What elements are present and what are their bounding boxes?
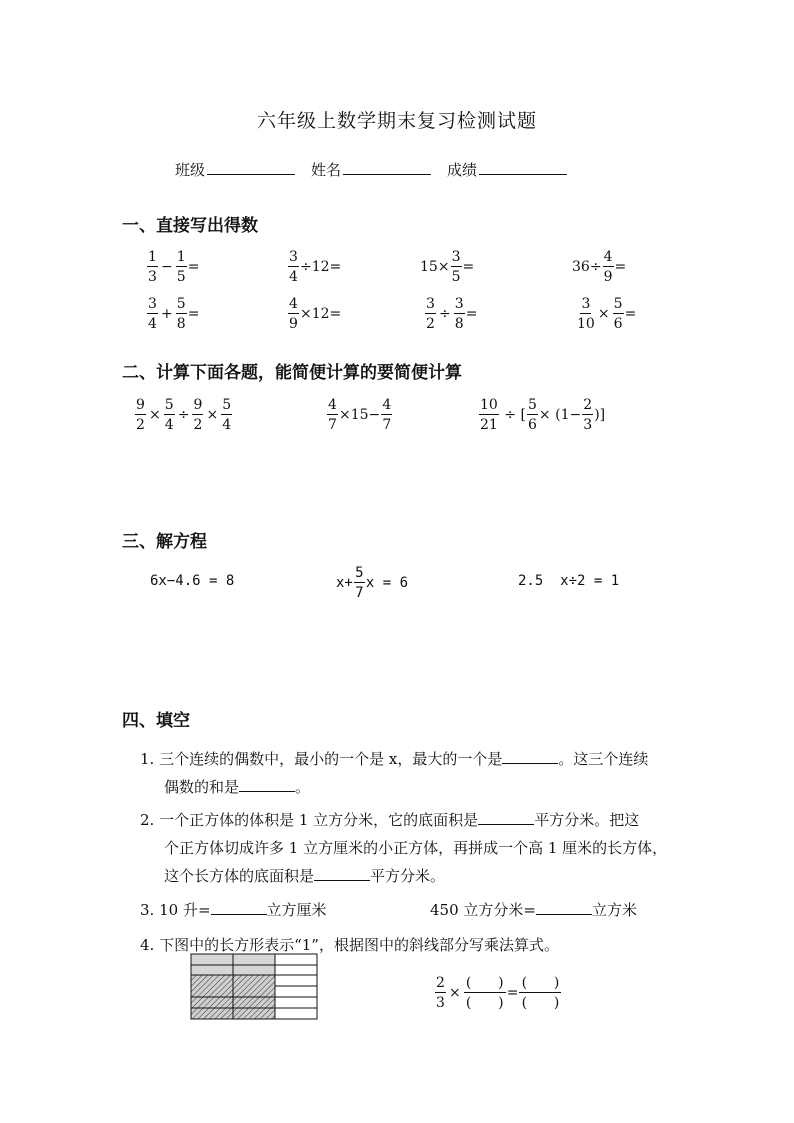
score-blank[interactable] (479, 160, 567, 175)
class-blank[interactable] (207, 160, 295, 175)
fraction: $\frac{1}{3}$ (148, 249, 157, 285)
fraction: $\frac{3}{4}$ (148, 296, 157, 332)
fraction: $\frac{4}{9}$ (603, 249, 613, 285)
q3-blank1[interactable] (211, 902, 267, 915)
section2-heading: 二、计算下面各题，能简便计算的要简便计算 (122, 363, 462, 383)
q1-blank1[interactable] (502, 751, 558, 764)
fraction: $\frac{5}{6}$ (527, 397, 537, 433)
s3-e2: x+ $\frac{5}{7}$ x = 6 (336, 565, 409, 601)
class-field (175, 159, 295, 180)
fraction: $\frac{5}{4}$ (222, 397, 232, 433)
fraction: $\frac{3}{5}$ (451, 249, 461, 285)
s1-r2-e3: $\frac{3}{2}$ ÷ $\frac{3}{8}$ = (426, 296, 478, 332)
score-label: 成绩 (447, 161, 478, 179)
fraction: $\frac{1}{5}$ (176, 249, 186, 285)
name-blank[interactable] (343, 160, 431, 175)
fraction: $\frac{2}{3}$ (436, 975, 445, 1011)
fraction: $\frac{4}{7}$ (328, 397, 337, 433)
s3-e3: 2.5 x÷2 = 1 (518, 573, 620, 589)
fraction: $\frac{2}{3}$ (583, 397, 593, 433)
fraction: $\frac{4}{9}$ (289, 296, 298, 332)
fraction: $\frac{5}{6}$ (613, 296, 623, 332)
section3-heading: 三、解方程 (122, 532, 207, 552)
s2-e3: $\frac{10}{21}$ ÷ [ $\frac{5}{6}$ × (1− $\frac{2}{3}$ )] (480, 397, 606, 433)
class-label: 班级 (175, 161, 206, 179)
fraction: $\frac{3}{8}$ (454, 296, 464, 332)
fraction: $\frac{9}{2}$ (193, 397, 203, 433)
fraction: $\frac{5}{7}$ (355, 565, 364, 601)
q1-blank2[interactable] (239, 779, 295, 792)
fraction: $\frac{3}{10}$ (577, 296, 595, 332)
fraction: $\frac{3}{4}$ (289, 249, 298, 285)
name-field (311, 159, 431, 180)
q3: 3. 10 升= 立方厘米 (140, 901, 327, 919)
s1-r2-e4: $\frac{3}{10}$ × $\frac{5}{6}$ = (577, 296, 637, 332)
s1-r2-e2: $\frac{4}{9}$ ×12= (289, 296, 342, 332)
fraction: $\frac{9}{2}$ (136, 397, 145, 433)
rectangle-diagram (190, 953, 320, 1021)
q2-blank2[interactable] (314, 868, 370, 881)
fraction: $\frac{4}{7}$ (382, 397, 392, 433)
paren-fraction-1[interactable]: $\frac{( )}{( )}$ (464, 976, 506, 1010)
q2-blank1[interactable] (478, 812, 534, 825)
s1-r1-e1: $\frac{1}{3}$ − $\frac{1}{5}$ = (148, 249, 200, 285)
section1-heading: 一、直接写出得数 (122, 216, 258, 236)
q3-part2: 450 立方分米= 立方米 (430, 901, 637, 919)
fraction: $\frac{3}{2}$ (426, 296, 435, 332)
s1-r1-e4: 36÷ $\frac{4}{9}$ = (572, 249, 627, 285)
q3-blank2[interactable] (536, 902, 592, 915)
s2-e1: $\frac{9}{2}$ × $\frac{5}{4}$ ÷ $\frac{9}{2}$ × $\frac{5}{4}$ (136, 397, 232, 433)
page-title: 六年级上数学期末复习检测试题 (256, 110, 537, 132)
q4-answer: $\frac{2}{3}$ × $\frac{( )}{( )}$ = $\frac{( )}{( )}$ (434, 976, 562, 1010)
paren-fraction-2[interactable]: $\frac{( )}{( )}$ (519, 976, 561, 1010)
s1-r1-e3: 15× $\frac{3}{5}$ = (420, 249, 475, 285)
fraction: $\frac{5}{4}$ (164, 397, 174, 433)
section4-heading: 四、填空 (122, 711, 190, 731)
q4: 4. 下图中的长方形表示“1”，根据图中的斜线部分写乘法算式。 (140, 936, 559, 954)
fraction: $\frac{10}{21}$ (480, 397, 498, 433)
score-field (447, 159, 567, 180)
name-label: 姓名 (311, 161, 342, 179)
s3-e1: 6x−4.6 = 8 (150, 573, 235, 589)
s1-r1-e2: $\frac{3}{4}$ ÷12= (289, 249, 342, 285)
s1-r2-e1: $\frac{3}{4}$ + $\frac{5}{8}$ = (148, 296, 200, 332)
q2: 2. 一个正方体的体积是 1 立方分米，它的底面积是 平方分米。把这 个正方体切成许多 1 立方厘米的小正方体，再拼成一个高 1 厘米的长方体， 这个长方体的底面积是 平方分米。 (140, 811, 668, 885)
fraction: $\frac{5}{8}$ (176, 296, 186, 332)
q1: 1. 三个连续的偶数中，最小的一个是 x，最大的一个是 。这三个连续 偶数的和是 。 (140, 750, 649, 796)
s2-e2: $\frac{4}{7}$ ×15− $\frac{4}{7}$ (328, 397, 392, 433)
